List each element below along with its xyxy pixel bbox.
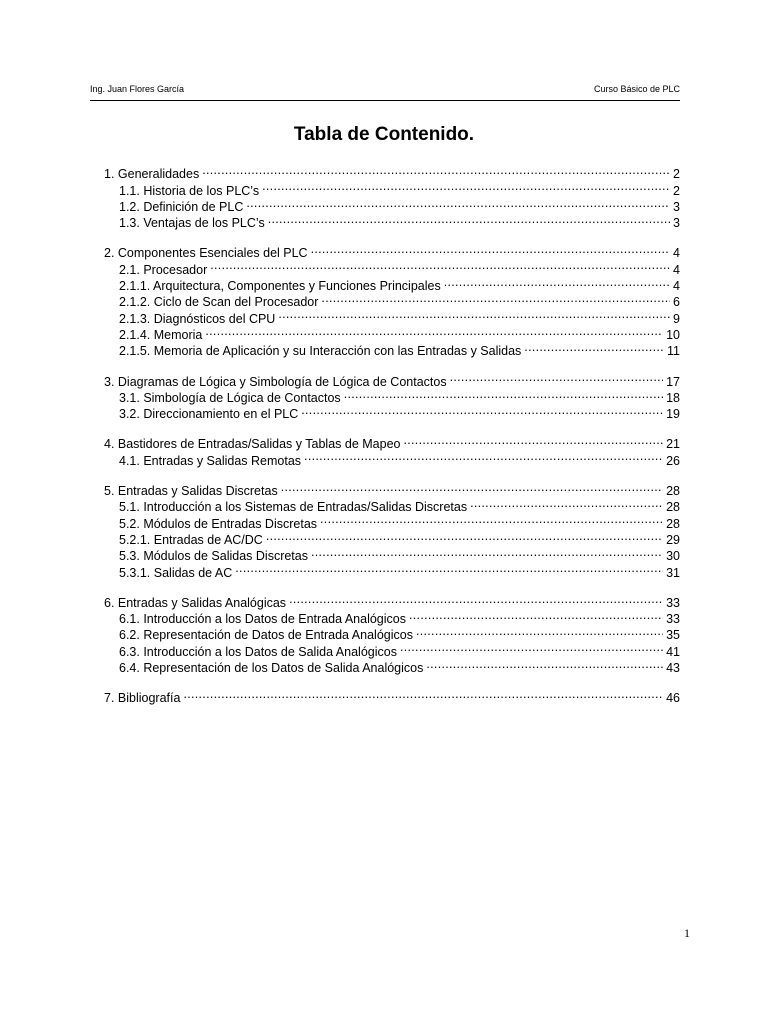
toc-entry-title: 1.3. Ventajas de los PLC’s xyxy=(119,216,265,231)
toc-entry-page: 6 xyxy=(673,295,680,310)
toc-entry-title: 6.3. Introducción a los Datos de Salida Analógicos xyxy=(119,644,397,659)
toc-entry-page: 21 xyxy=(666,437,680,452)
toc-entry-page: 4 xyxy=(673,246,680,261)
toc-entry[interactable] xyxy=(104,479,680,499)
toc-entry-page: 31 xyxy=(666,565,680,580)
toc-entry[interactable] xyxy=(104,432,680,452)
toc-dot-leader xyxy=(426,656,663,672)
toc-dot-leader xyxy=(344,386,663,402)
toc-entry-title: 6.4. Representación de los Datos de Salida Analógicos xyxy=(119,661,424,676)
toc-entry-page: 3 xyxy=(673,216,680,231)
toc-entry-page: 41 xyxy=(666,644,680,659)
toc-entry-title: 6.1. Introducción a los Datos de Entrada Analógicos xyxy=(119,612,406,627)
toc-dot-leader xyxy=(202,162,670,178)
toc-entry-title: 2.1.3. Diagnósticos del CPU xyxy=(119,311,276,326)
toc-entry-page: 18 xyxy=(666,390,680,405)
page-header xyxy=(90,84,680,94)
toc-dot-leader xyxy=(262,178,670,194)
toc-dot-leader xyxy=(311,241,670,257)
toc-dot-leader xyxy=(266,528,663,544)
toc-entry-title: 2.1.2. Ciclo de Scan del Procesador xyxy=(119,295,319,310)
toc-entry-page: 10 xyxy=(666,327,680,342)
toc-dot-leader xyxy=(281,479,663,495)
toc-dot-leader xyxy=(311,544,663,560)
toc-entry-page: 2 xyxy=(673,167,680,182)
toc-dot-leader xyxy=(289,591,663,607)
toc-entry-title: 5.2. Módulos de Entradas Discretas xyxy=(119,516,318,531)
toc-entry-title: 5.3. Módulos de Salidas Discretas xyxy=(119,549,308,564)
toc-entry-title: 7. Bibliografía xyxy=(104,691,181,706)
toc-entry-page: 30 xyxy=(666,549,680,564)
toc-dot-leader xyxy=(320,511,663,527)
toc-dot-leader xyxy=(409,607,663,623)
toc-section xyxy=(104,479,680,580)
toc-dot-leader xyxy=(400,639,663,655)
toc-entry-page: 11 xyxy=(667,344,680,359)
toc-entry-title: 4.1. Entradas y Salidas Remotas xyxy=(119,453,302,468)
toc-dot-leader xyxy=(450,369,664,385)
toc-section xyxy=(104,591,680,676)
toc-entry-page: 43 xyxy=(666,661,680,676)
toc-entry-page: 35 xyxy=(666,628,680,643)
toc-dot-leader xyxy=(416,623,663,639)
toc-dot-leader xyxy=(210,257,670,273)
toc-section xyxy=(104,369,680,422)
toc-dot-leader xyxy=(205,323,663,339)
toc-entry-page: 28 xyxy=(666,500,680,515)
toc-entry[interactable] xyxy=(104,686,680,706)
toc-entry-title: 1. Generalidades xyxy=(104,167,200,182)
toc-dot-leader xyxy=(321,290,670,306)
toc-entry[interactable] xyxy=(104,369,680,389)
toc-entry-title: 5.1. Introducción a los Sistemas de Entradas/Salidas Discretas xyxy=(119,500,468,515)
page-number: 1 xyxy=(684,926,690,940)
toc-dot-leader xyxy=(403,432,663,448)
toc-entry-title: 1.1. Historia de los PLC’s xyxy=(119,183,260,198)
toc-entry-title: 3. Diagramas de Lógica y Simbología de Lógica de Contactos xyxy=(104,374,447,389)
toc-entry-title: 6.2. Representación de Datos de Entrada Analógicos xyxy=(119,628,413,643)
toc-entry-title: 5.3.1. Salidas de AC xyxy=(119,565,233,580)
toc-entry-title: 5. Entradas y Salidas Discretas xyxy=(104,484,278,499)
header-author: Ing. Juan Flores García xyxy=(90,84,185,94)
toc-entry-page: 46 xyxy=(666,691,680,706)
toc-dot-leader xyxy=(268,211,670,227)
toc-entry-page: 28 xyxy=(666,484,680,499)
header-divider xyxy=(90,100,680,101)
toc-entry[interactable] xyxy=(104,241,680,261)
toc-dot-leader xyxy=(246,195,670,211)
toc-entry-title: 2.1.1. Arquitectura, Componentes y Funciones Principales xyxy=(119,279,441,294)
toc-entry-title: 3.1. Simbología de Lógica de Contactos xyxy=(119,390,341,405)
page-title: Tabla de Contenido. xyxy=(293,124,475,145)
toc-entry-page: 9 xyxy=(673,311,680,326)
toc-dot-leader xyxy=(444,274,670,290)
toc-entry-title: 2.1. Procesador xyxy=(119,262,208,277)
toc-entry-title: 2.1.5. Memoria de Aplicación y su Interacción con las Entradas y Salidas xyxy=(119,344,522,359)
toc-entry[interactable] xyxy=(104,162,680,182)
toc-entry-page: 33 xyxy=(666,612,680,627)
toc-entry[interactable] xyxy=(104,591,680,610)
toc-entry-page: 17 xyxy=(666,374,680,389)
toc-entry-title: 2. Componentes Esenciales del PLC xyxy=(104,246,308,261)
toc-entry-page: 2 xyxy=(673,183,680,198)
toc-entry-title: 6. Entradas y Salidas Analógicas xyxy=(104,595,287,610)
toc-entry-page: 26 xyxy=(666,453,680,468)
toc-section xyxy=(104,241,680,359)
toc-dot-leader xyxy=(470,495,663,511)
toc-entry-page: 28 xyxy=(666,516,680,531)
toc-entry-page: 4 xyxy=(673,279,680,294)
toc-entry-title: 2.1.4. Memoria xyxy=(119,327,203,342)
toc-dot-leader xyxy=(304,448,663,464)
toc-entry-title: 4. Bastidores de Entradas/Salidas y Tablas de Mapeo xyxy=(104,437,401,452)
toc-entry-page: 33 xyxy=(666,595,680,610)
table-of-contents xyxy=(104,162,680,716)
toc-entry-page: 29 xyxy=(666,532,680,547)
toc-entry-title: 5.2.1. Entradas de AC/DC xyxy=(119,532,263,547)
toc-dot-leader xyxy=(301,402,663,418)
toc-dot-leader xyxy=(524,339,664,355)
toc-entry-title: 1.2. Definición de PLC xyxy=(119,199,244,214)
toc-section xyxy=(104,686,680,706)
toc-dot-leader xyxy=(183,686,663,702)
header-course-title: Curso Básico de PLC xyxy=(593,84,680,94)
toc-section xyxy=(104,162,680,231)
toc-section xyxy=(104,432,680,468)
toc-entry-title: 3.2. Direccionamiento en el PLC xyxy=(119,407,299,422)
toc-dot-leader xyxy=(235,560,663,576)
toc-entry-page: 4 xyxy=(673,262,680,277)
toc-entry-page: 3 xyxy=(673,199,680,214)
toc-dot-leader xyxy=(278,306,670,322)
toc-entry-page: 19 xyxy=(666,407,680,422)
